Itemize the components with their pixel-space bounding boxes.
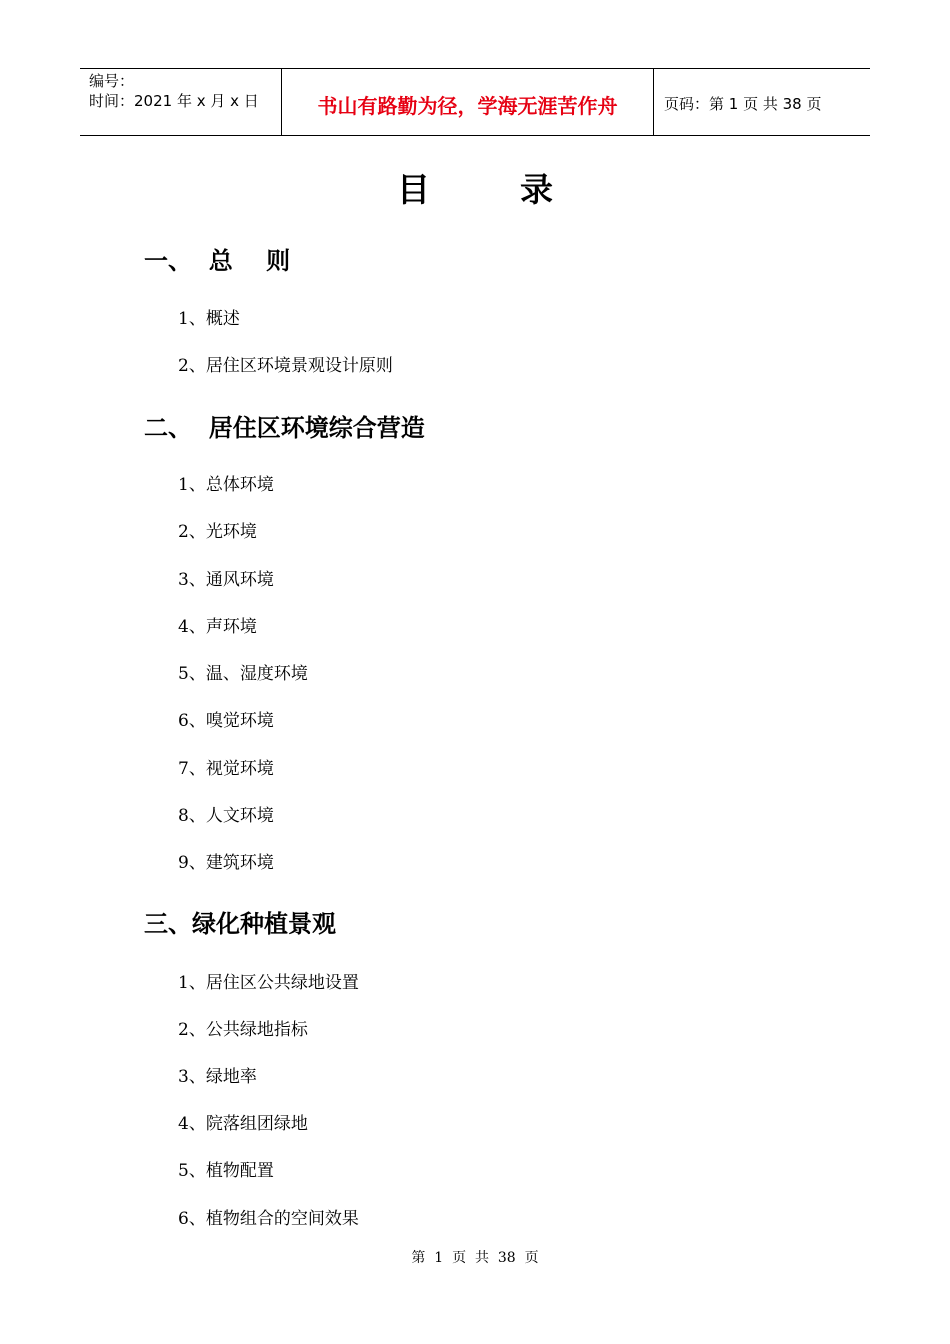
toc-item: 1、概述 <box>178 309 240 329</box>
toc-item: 3、绿地率 <box>178 1067 257 1087</box>
toc-item: 4、声环境 <box>178 617 257 637</box>
section-heading-2: 二、 居住区环境综合营造 <box>144 414 425 442</box>
toc-item: 8、人文环境 <box>178 806 274 826</box>
header-motto: 书山有路勤为径，学海无涯苦作舟 <box>282 69 654 135</box>
document-time-label: 时间：2021 年 x 月 x 日 <box>89 92 259 110</box>
toc-item: 2、居住区环境景观设计原则 <box>178 356 393 376</box>
section-heading-1: 一、 总 则 <box>144 247 291 275</box>
page-header <box>80 68 870 136</box>
toc-item: 6、嗅觉环境 <box>178 711 274 731</box>
toc-item: 7、视觉环境 <box>178 759 274 779</box>
toc-item: 1、居住区公共绿地设置 <box>178 973 359 993</box>
toc-item: 9、建筑环境 <box>178 853 274 873</box>
toc-item: 1、总体环境 <box>178 475 274 495</box>
toc-item: 2、公共绿地指标 <box>178 1020 308 1040</box>
page-title: 目录 <box>397 170 643 209</box>
toc-item: 4、院落组团绿地 <box>178 1114 308 1134</box>
page-footer: 第 1 页 共 38 页 <box>411 1250 539 1266</box>
header-meta <box>80 69 282 135</box>
toc-item: 5、温、湿度环境 <box>178 664 308 684</box>
header-page-info: 页码：第 1 页 共 38 页 <box>664 94 822 113</box>
toc-item: 6、植物组合的空间效果 <box>178 1209 359 1229</box>
document-number-label: 编号： <box>89 72 135 90</box>
toc-item: 3、通风环境 <box>178 570 274 590</box>
toc-item: 2、光环境 <box>178 522 257 542</box>
section-heading-3: 三、绿化种植景观 <box>144 910 336 938</box>
toc-item: 5、植物配置 <box>178 1161 274 1181</box>
